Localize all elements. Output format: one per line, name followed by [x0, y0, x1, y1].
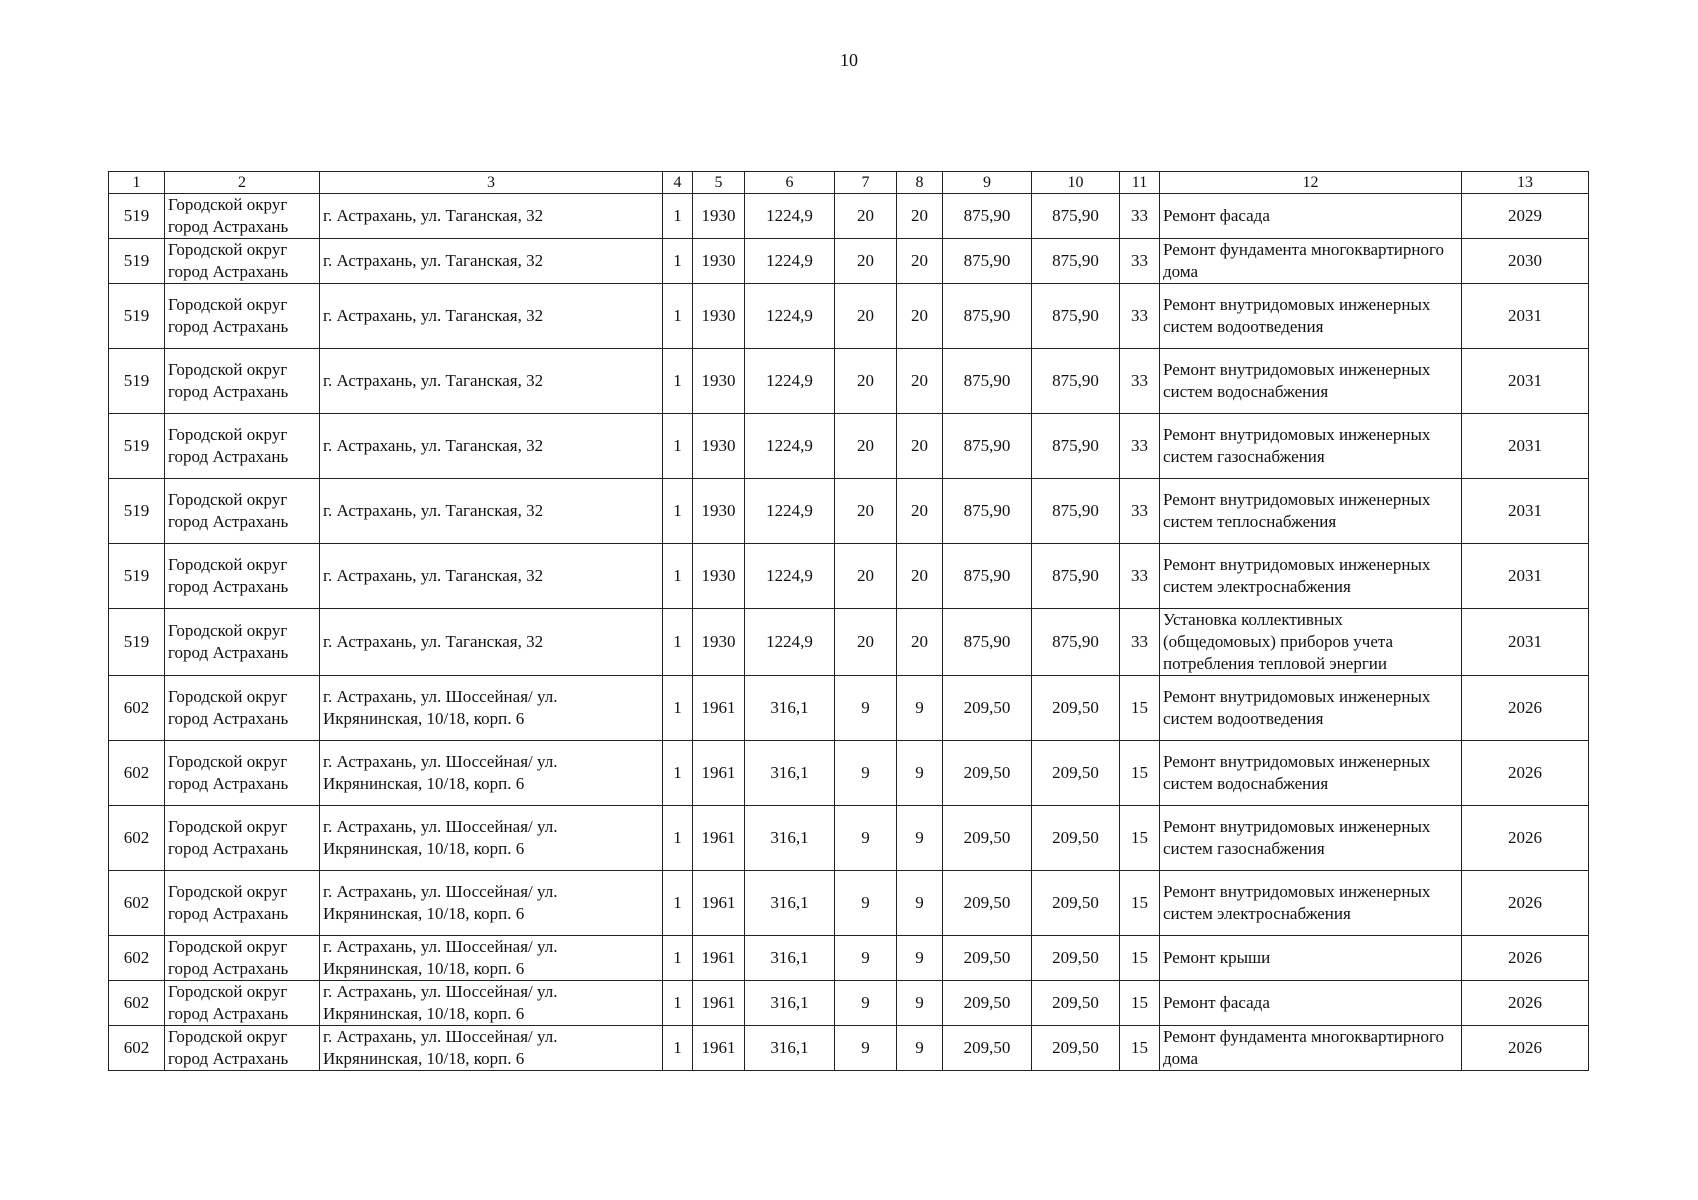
cell-col-10-value: 209,50: [1032, 936, 1120, 981]
cell-col-7-value: 20: [835, 414, 897, 479]
cell-row-number: 602: [109, 741, 165, 806]
cell-col-8-value: 20: [897, 479, 943, 544]
cell-year: 1961: [693, 676, 745, 741]
cell-col-9-value: 209,50: [943, 936, 1032, 981]
cell-col-11-value: 15: [1120, 871, 1160, 936]
column-header: 11: [1120, 172, 1160, 194]
cell-col-11-value: 15: [1120, 936, 1160, 981]
cell-col-8-value: 9: [897, 741, 943, 806]
cell-col-4-value: 1: [663, 544, 693, 609]
cell-col-11-value: 15: [1120, 806, 1160, 871]
cell-year: 1930: [693, 479, 745, 544]
column-header: 2: [165, 172, 320, 194]
column-header: 12: [1160, 172, 1462, 194]
cell-col-8-value: 9: [897, 806, 943, 871]
cell-col-8-value: 20: [897, 414, 943, 479]
table-row: [109, 349, 1589, 414]
cell-col-9-value: 875,90: [943, 609, 1032, 676]
cell-col-10-value: 875,90: [1032, 284, 1120, 349]
cell-address: г. Астрахань, ул. Таганская, 32: [320, 349, 663, 414]
cell-col-7-value: 20: [835, 544, 897, 609]
cell-col-4-value: 1: [663, 1026, 693, 1071]
cell-work-type: Ремонт фасада: [1160, 981, 1462, 1026]
cell-col-4-value: 1: [663, 981, 693, 1026]
cell-planned-year: 2031: [1462, 479, 1589, 544]
cell-year: 1930: [693, 239, 745, 284]
cell-planned-year: 2026: [1462, 936, 1589, 981]
cell-col-9-value: 875,90: [943, 194, 1032, 239]
column-header: 1: [109, 172, 165, 194]
cell-year: 1961: [693, 871, 745, 936]
cell-col-11-value: 33: [1120, 479, 1160, 544]
cell-work-type: Ремонт внутридомовых инженерных систем водоснабжения: [1160, 741, 1462, 806]
cell-col-11-value: 33: [1120, 544, 1160, 609]
cell-area: 316,1: [745, 676, 835, 741]
cell-work-type: Ремонт внутридомовых инженерных систем электроснабжения: [1160, 871, 1462, 936]
cell-year: 1930: [693, 609, 745, 676]
cell-col-11-value: 33: [1120, 609, 1160, 676]
cell-address: г. Астрахань, ул. Шоссейная/ ул. Икрянинская, 10/18, корп. 6: [320, 981, 663, 1026]
cell-municipality: Городской округ город Астрахань: [165, 544, 320, 609]
cell-col-9-value: 209,50: [943, 981, 1032, 1026]
table-row: [109, 981, 1589, 1026]
cell-col-11-value: 33: [1120, 349, 1160, 414]
cell-area: 1224,9: [745, 239, 835, 284]
cell-address: г. Астрахань, ул. Шоссейная/ ул. Икрянинская, 10/18, корп. 6: [320, 806, 663, 871]
table-row: [109, 1026, 1589, 1071]
cell-year: 1930: [693, 284, 745, 349]
cell-col-7-value: 20: [835, 479, 897, 544]
cell-municipality: Городской округ город Астрахань: [165, 239, 320, 284]
cell-col-10-value: 209,50: [1032, 981, 1120, 1026]
table-row: [109, 676, 1589, 741]
cell-work-type: Ремонт фундамента многоквартирного дома: [1160, 1026, 1462, 1071]
cell-year: 1930: [693, 414, 745, 479]
cell-area: 316,1: [745, 1026, 835, 1071]
cell-col-7-value: 9: [835, 1026, 897, 1071]
cell-col-7-value: 9: [835, 741, 897, 806]
cell-row-number: 519: [109, 479, 165, 544]
cell-municipality: Городской округ город Астрахань: [165, 414, 320, 479]
cell-municipality: Городской округ город Астрахань: [165, 936, 320, 981]
column-header: 6: [745, 172, 835, 194]
cell-work-type: Ремонт крыши: [1160, 936, 1462, 981]
table-row: [109, 194, 1589, 239]
cell-work-type: Установка коллективных (общедомовых) приборов учета потребления тепловой энергии: [1160, 609, 1462, 676]
cell-col-4-value: 1: [663, 936, 693, 981]
cell-row-number: 602: [109, 936, 165, 981]
table-row: [109, 414, 1589, 479]
cell-col-10-value: 209,50: [1032, 806, 1120, 871]
cell-planned-year: 2026: [1462, 871, 1589, 936]
cell-row-number: 519: [109, 284, 165, 349]
page-number: 10: [840, 50, 858, 70]
column-header: 10: [1032, 172, 1120, 194]
column-header: 4: [663, 172, 693, 194]
cell-col-7-value: 9: [835, 936, 897, 981]
cell-col-8-value: 20: [897, 544, 943, 609]
cell-col-7-value: 9: [835, 806, 897, 871]
cell-col-8-value: 9: [897, 981, 943, 1026]
cell-address: г. Астрахань, ул. Таганская, 32: [320, 479, 663, 544]
cell-col-8-value: 20: [897, 239, 943, 284]
cell-col-8-value: 20: [897, 349, 943, 414]
cell-col-9-value: 209,50: [943, 806, 1032, 871]
cell-work-type: Ремонт внутридомовых инженерных систем водоснабжения: [1160, 349, 1462, 414]
cell-col-4-value: 1: [663, 284, 693, 349]
cell-planned-year: 2026: [1462, 806, 1589, 871]
cell-row-number: 602: [109, 981, 165, 1026]
cell-row-number: 519: [109, 194, 165, 239]
column-header: 13: [1462, 172, 1589, 194]
cell-address: г. Астрахань, ул. Таганская, 32: [320, 609, 663, 676]
cell-col-11-value: 33: [1120, 239, 1160, 284]
cell-col-4-value: 1: [663, 806, 693, 871]
cell-area: 1224,9: [745, 194, 835, 239]
cell-year: 1961: [693, 806, 745, 871]
cell-col-10-value: 875,90: [1032, 479, 1120, 544]
cell-col-7-value: 20: [835, 239, 897, 284]
cell-address: г. Астрахань, ул. Таганская, 32: [320, 544, 663, 609]
cell-col-9-value: 875,90: [943, 239, 1032, 284]
table-row: [109, 936, 1589, 981]
cell-col-9-value: 209,50: [943, 741, 1032, 806]
cell-municipality: Городской округ город Астрахань: [165, 194, 320, 239]
cell-row-number: 519: [109, 239, 165, 284]
cell-planned-year: 2030: [1462, 239, 1589, 284]
cell-col-7-value: 9: [835, 676, 897, 741]
cell-col-8-value: 9: [897, 936, 943, 981]
cell-col-8-value: 20: [897, 194, 943, 239]
cell-planned-year: 2031: [1462, 544, 1589, 609]
cell-col-11-value: 15: [1120, 1026, 1160, 1071]
cell-col-4-value: 1: [663, 349, 693, 414]
cell-planned-year: 2026: [1462, 676, 1589, 741]
cell-col-11-value: 33: [1120, 284, 1160, 349]
cell-work-type: Ремонт фундамента многоквартирного дома: [1160, 239, 1462, 284]
cell-address: г. Астрахань, ул. Шоссейная/ ул. Икрянинская, 10/18, корп. 6: [320, 676, 663, 741]
cell-col-10-value: 875,90: [1032, 544, 1120, 609]
cell-col-4-value: 1: [663, 609, 693, 676]
table-row: [109, 544, 1589, 609]
cell-row-number: 602: [109, 871, 165, 936]
cell-municipality: Городской округ город Астрахань: [165, 349, 320, 414]
cell-work-type: Ремонт внутридомовых инженерных систем газоснабжения: [1160, 414, 1462, 479]
table-header-row: [109, 172, 1589, 194]
cell-row-number: 519: [109, 414, 165, 479]
cell-planned-year: 2026: [1462, 741, 1589, 806]
cell-work-type: Ремонт внутридомовых инженерных систем газоснабжения: [1160, 806, 1462, 871]
cell-area: 316,1: [745, 936, 835, 981]
cell-planned-year: 2031: [1462, 349, 1589, 414]
cell-area: 1224,9: [745, 414, 835, 479]
table-row: [109, 741, 1589, 806]
cell-col-7-value: 9: [835, 871, 897, 936]
cell-col-8-value: 20: [897, 284, 943, 349]
column-header: 3: [320, 172, 663, 194]
cell-col-8-value: 9: [897, 676, 943, 741]
cell-municipality: Городской округ город Астрахань: [165, 1026, 320, 1071]
cell-year: 1961: [693, 1026, 745, 1071]
cell-address: г. Астрахань, ул. Таганская, 32: [320, 194, 663, 239]
cell-col-11-value: 15: [1120, 741, 1160, 806]
cell-col-11-value: 33: [1120, 194, 1160, 239]
cell-address: г. Астрахань, ул. Шоссейная/ ул. Икрянинская, 10/18, корп. 6: [320, 741, 663, 806]
cell-planned-year: 2026: [1462, 1026, 1589, 1071]
cell-area: 1224,9: [745, 479, 835, 544]
cell-municipality: Городской округ город Астрахань: [165, 284, 320, 349]
cell-planned-year: 2031: [1462, 609, 1589, 676]
cell-col-10-value: 209,50: [1032, 676, 1120, 741]
cell-col-8-value: 20: [897, 609, 943, 676]
cell-year: 1930: [693, 194, 745, 239]
cell-planned-year: 2029: [1462, 194, 1589, 239]
cell-address: г. Астрахань, ул. Шоссейная/ ул. Икрянинская, 10/18, корп. 6: [320, 936, 663, 981]
cell-year: 1961: [693, 981, 745, 1026]
cell-address: г. Астрахань, ул. Таганская, 32: [320, 414, 663, 479]
cell-municipality: Городской округ город Астрахань: [165, 741, 320, 806]
table-row: [109, 239, 1589, 284]
cell-col-9-value: 209,50: [943, 1026, 1032, 1071]
cell-address: г. Астрахань, ул. Шоссейная/ ул. Икрянинская, 10/18, корп. 6: [320, 1026, 663, 1071]
cell-col-8-value: 9: [897, 871, 943, 936]
cell-municipality: Городской округ город Астрахань: [165, 806, 320, 871]
cell-area: 316,1: [745, 741, 835, 806]
cell-col-10-value: 209,50: [1032, 741, 1120, 806]
cell-col-7-value: 9: [835, 981, 897, 1026]
cell-col-4-value: 1: [663, 194, 693, 239]
cell-work-type: Ремонт фасада: [1160, 194, 1462, 239]
cell-col-9-value: 875,90: [943, 479, 1032, 544]
cell-row-number: 519: [109, 544, 165, 609]
cell-year: 1930: [693, 349, 745, 414]
cell-col-10-value: 875,90: [1032, 239, 1120, 284]
cell-col-7-value: 20: [835, 194, 897, 239]
cell-col-11-value: 15: [1120, 981, 1160, 1026]
cell-area: 1224,9: [745, 284, 835, 349]
cell-municipality: Городской округ город Астрахань: [165, 871, 320, 936]
table-body: [109, 194, 1589, 1071]
table-row: [109, 806, 1589, 871]
cell-col-9-value: 209,50: [943, 676, 1032, 741]
cell-col-7-value: 20: [835, 284, 897, 349]
column-header: 8: [897, 172, 943, 194]
cell-area: 1224,9: [745, 544, 835, 609]
cell-work-type: Ремонт внутридомовых инженерных систем электроснабжения: [1160, 544, 1462, 609]
repair-schedule-table: [108, 171, 1589, 1071]
cell-col-11-value: 15: [1120, 676, 1160, 741]
column-header: 9: [943, 172, 1032, 194]
cell-row-number: 602: [109, 676, 165, 741]
cell-address: г. Астрахань, ул. Таганская, 32: [320, 239, 663, 284]
cell-municipality: Городской округ город Астрахань: [165, 981, 320, 1026]
cell-work-type: Ремонт внутридомовых инженерных систем водоотведения: [1160, 284, 1462, 349]
cell-col-10-value: 209,50: [1032, 871, 1120, 936]
cell-col-9-value: 209,50: [943, 871, 1032, 936]
cell-col-4-value: 1: [663, 871, 693, 936]
table-row: [109, 479, 1589, 544]
cell-planned-year: 2026: [1462, 981, 1589, 1026]
cell-col-9-value: 875,90: [943, 544, 1032, 609]
cell-col-8-value: 9: [897, 1026, 943, 1071]
cell-col-9-value: 875,90: [943, 284, 1032, 349]
column-header: 5: [693, 172, 745, 194]
cell-col-9-value: 875,90: [943, 349, 1032, 414]
cell-address: г. Астрахань, ул. Шоссейная/ ул. Икрянинская, 10/18, корп. 6: [320, 871, 663, 936]
cell-col-4-value: 1: [663, 414, 693, 479]
cell-col-9-value: 875,90: [943, 414, 1032, 479]
table-row: [109, 284, 1589, 349]
table-row: [109, 609, 1589, 676]
cell-col-10-value: 209,50: [1032, 1026, 1120, 1071]
cell-work-type: Ремонт внутридомовых инженерных систем водоотведения: [1160, 676, 1462, 741]
cell-year: 1930: [693, 544, 745, 609]
cell-area: 316,1: [745, 806, 835, 871]
cell-col-4-value: 1: [663, 239, 693, 284]
cell-planned-year: 2031: [1462, 284, 1589, 349]
cell-planned-year: 2031: [1462, 414, 1589, 479]
cell-area: 1224,9: [745, 609, 835, 676]
cell-row-number: 602: [109, 1026, 165, 1071]
cell-col-10-value: 875,90: [1032, 414, 1120, 479]
cell-municipality: Городской округ город Астрахань: [165, 609, 320, 676]
cell-col-10-value: 875,90: [1032, 609, 1120, 676]
cell-row-number: 519: [109, 609, 165, 676]
cell-year: 1961: [693, 936, 745, 981]
cell-col-7-value: 20: [835, 349, 897, 414]
column-header: 7: [835, 172, 897, 194]
cell-work-type: Ремонт внутридомовых инженерных систем теплоснабжения: [1160, 479, 1462, 544]
cell-year: 1961: [693, 741, 745, 806]
cell-col-7-value: 20: [835, 609, 897, 676]
cell-municipality: Городской округ город Астрахань: [165, 676, 320, 741]
table-row: [109, 871, 1589, 936]
cell-area: 316,1: [745, 871, 835, 936]
cell-address: г. Астрахань, ул. Таганская, 32: [320, 284, 663, 349]
cell-area: 1224,9: [745, 349, 835, 414]
cell-col-10-value: 875,90: [1032, 349, 1120, 414]
cell-row-number: 519: [109, 349, 165, 414]
cell-col-11-value: 33: [1120, 414, 1160, 479]
cell-col-10-value: 875,90: [1032, 194, 1120, 239]
cell-area: 316,1: [745, 981, 835, 1026]
cell-col-4-value: 1: [663, 479, 693, 544]
cell-col-4-value: 1: [663, 676, 693, 741]
cell-col-4-value: 1: [663, 741, 693, 806]
cell-row-number: 602: [109, 806, 165, 871]
cell-municipality: Городской округ город Астрахань: [165, 479, 320, 544]
